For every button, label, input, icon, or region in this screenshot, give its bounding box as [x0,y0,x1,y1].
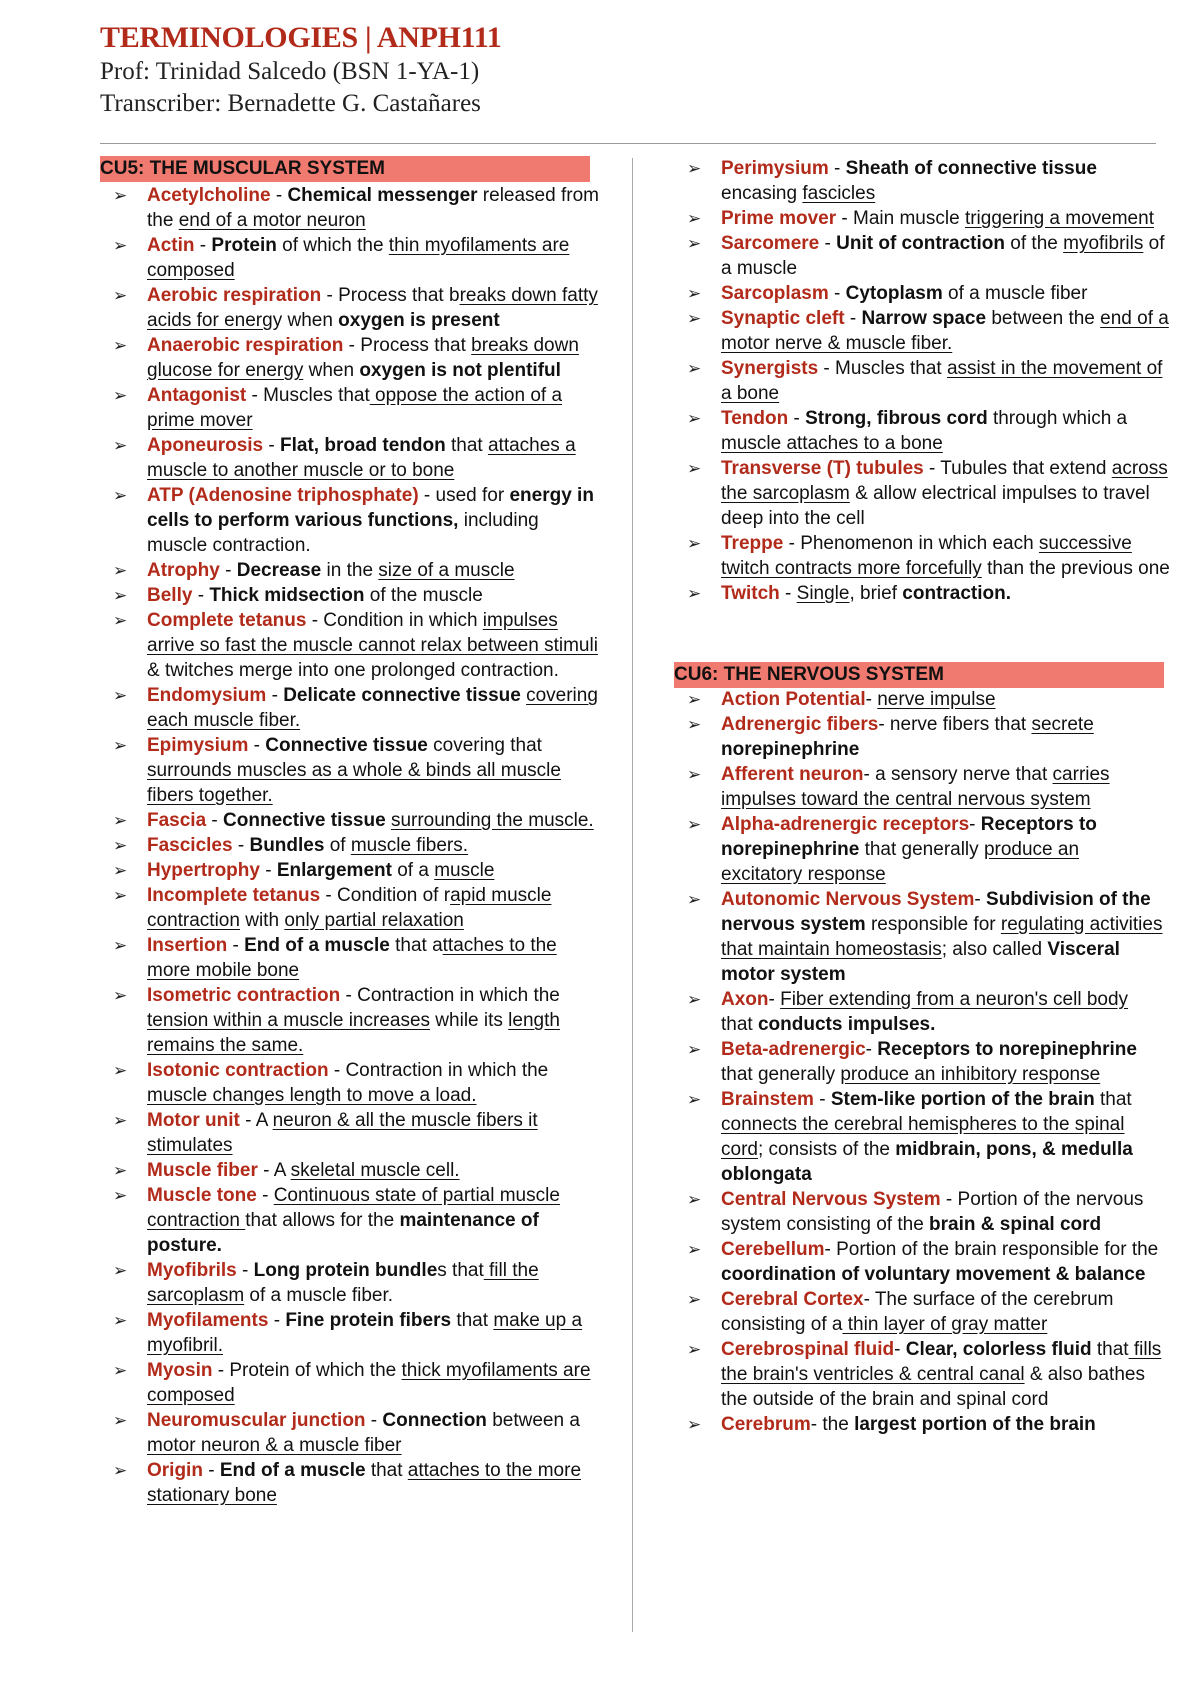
list-item: ➢ Fascia - Connective tissue surrounding the muscle. [100,808,600,833]
list-item: ➢ Synaptic cleft - Narrow space between the end of a motor nerve & muscle fiber. [674,306,1170,356]
list-item: ➢ Axon- Fiber extending from a neuron's cell body that conducts impulses. [674,987,1164,1037]
header-divider [100,143,1156,144]
document-header [100,20,1160,120]
list-item: ➢ Antagonist - Muscles that oppose the action of a prime mover [100,383,600,433]
muscular-terms-list [100,183,600,1508]
list-item: ➢ Incomplete tetanus - Condition of rapid muscle contraction with only partial relaxation [100,883,600,933]
list-item: ➢ Aponeurosis - Flat, broad tendon that attaches a muscle to another muscle or to bone [100,433,600,483]
list-item: ➢ ATP (Adenosine triphosphate) - used for energy in cells to perform various functions, including muscle contraction. [100,483,600,558]
list-item: ➢ Prime mover - Main muscle triggering a movement [674,206,1170,231]
list-item: ➢ Twitch - Single, brief contraction. [674,581,1170,606]
list-item: ➢ Myosin - Protein of which the thick myofilaments are composed [100,1358,600,1408]
section-heading-cu6: CU6: THE NERVOUS SYSTEM [674,662,1164,688]
list-item: ➢ Isometric contraction - Contraction in which the tension within a muscle increases while its length remains the same. [100,983,600,1058]
list-item: ➢ Hypertrophy - Enlargement of a muscle [100,858,600,883]
list-item: ➢ Alpha-adrenergic receptors- Receptors to norepinephrine that generally produce an excitatory response [674,812,1164,887]
list-item: ➢ Brainstem - Stem-like portion of the brain that connects the cerebral hemispheres to the spinal cord; consists of the midbrain, pons, & medulla oblongata [674,1087,1164,1187]
list-item: ➢ Treppe - Phenomenon in which each successive twitch contracts more forcefully than the previous one [674,531,1170,581]
nervous-system-section [674,662,1164,1437]
list-item: ➢ Tendon - Strong, fibrous cord through which a muscle attaches to a bone [674,406,1170,456]
list-item: ➢ Action Potential- nerve impulse [674,687,1164,712]
list-item: ➢ Endomysium - Delicate connective tissue covering each muscle fiber. [100,683,600,733]
left-column [100,156,600,1508]
list-item: ➢ Anaerobic respiration - Process that breaks down glucose for energy when oxygen is not plentiful [100,333,600,383]
list-item: ➢ Transverse (T) tubules - Tubules that extend across the sarcoplasm & allow electrical impulses to travel deep into the cell [674,456,1170,531]
list-item: ➢ Beta-adrenergic- Receptors to norepinephrine that generally produce an inhibitory response [674,1037,1164,1087]
list-item: ➢ Epimysium - Connective tissue covering that surrounds muscles as a whole & binds all muscle fibers together. [100,733,600,808]
column-divider [632,158,633,1632]
list-item: ➢ Motor unit - A neuron & all the muscle fibers it stimulates [100,1108,600,1158]
transcriber-line: Transcriber: Bernadette G. Castañares [100,90,481,117]
list-item: ➢ Sarcoplasm - Cytoplasm of a muscle fiber [674,281,1170,306]
muscular-terms-list-continued [674,156,1170,606]
list-item: ➢ Muscle fiber - A skeletal muscle cell. [100,1158,600,1183]
list-item: ➢ Cerebrum- the largest portion of the brain [674,1412,1164,1437]
list-item: ➢ Afferent neuron- a sensory nerve that carries impulses toward the central nervous system [674,762,1164,812]
list-item: ➢ Autonomic Nervous System- Subdivision of the nervous system responsible for regulating activities that maintain homeostasis; also called Visceral motor system [674,887,1164,987]
list-item: ➢ Belly - Thick midsection of the muscle [100,583,600,608]
list-item: ➢ Sarcomere - Unit of contraction of the myofibrils of a muscle [674,231,1170,281]
list-item: ➢ Synergists - Muscles that assist in the movement of a bone [674,356,1170,406]
list-item: ➢ Cerebellum- Portion of the brain responsible for the coordination of voluntary movement & balance [674,1237,1164,1287]
list-item: ➢ Adrenergic fibers- nerve fibers that secrete norepinephrine [674,712,1164,762]
list-item: ➢ Complete tetanus - Condition in which impulses arrive so fast the muscle cannot relax between stimuli & twitches merge into one prolonged contraction. [100,608,600,683]
right-column [674,156,1170,606]
nervous-terms-list [674,687,1164,1437]
document-title: TERMINOLOGIES | ANPH111 [100,21,502,54]
list-item: ➢ Insertion - End of a muscle that attaches to the more mobile bone [100,933,600,983]
list-item: ➢ Atrophy - Decrease in the size of a muscle [100,558,600,583]
list-item: ➢ Isotonic contraction - Contraction in which the muscle changes length to move a load. [100,1058,600,1108]
list-item: ➢ Myofibrils - Long protein bundles that fill the sarcoplasm of a muscle fiber. [100,1258,600,1308]
list-item: ➢ Cerebrospinal fluid- Clear, colorless fluid that fills the brain's ventricles & central canal & also bathes the outside of the brain and spinal cord [674,1337,1164,1412]
list-item: ➢ Fascicles - Bundles of muscle fibers. [100,833,600,858]
list-item: ➢ Myofilaments - Fine protein fibers that make up a myofibril. [100,1308,600,1358]
list-item: ➢ Muscle tone - Continuous state of partial muscle contraction that allows for the maintenance of posture. [100,1183,600,1258]
list-item: ➢ Central Nervous System - Portion of the nervous system consisting of the brain & spinal cord [674,1187,1164,1237]
list-item: ➢ Actin - Protein of which the thin myofilaments are composed [100,233,600,283]
list-item: ➢ Perimysium - Sheath of connective tissue encasing fascicles [674,156,1170,206]
list-item: ➢ Cerebral Cortex- The surface of the cerebrum consisting of a thin layer of gray matter [674,1287,1164,1337]
list-item: ➢ Aerobic respiration - Process that breaks down fatty acids for energy when oxygen is present [100,283,600,333]
list-item: ➢ Neuromuscular junction - Connection between a motor neuron & a muscle fiber [100,1408,600,1458]
list-item: ➢ Acetylcholine - Chemical messenger released from the end of a motor neuron [100,183,600,233]
list-item: ➢ Origin - End of a muscle that attaches to the more stationary bone [100,1458,600,1508]
section-heading-cu5: CU5: THE MUSCULAR SYSTEM [100,156,590,182]
professor-line: Prof: Trinidad Salcedo (BSN 1-YA-1) [100,58,480,85]
